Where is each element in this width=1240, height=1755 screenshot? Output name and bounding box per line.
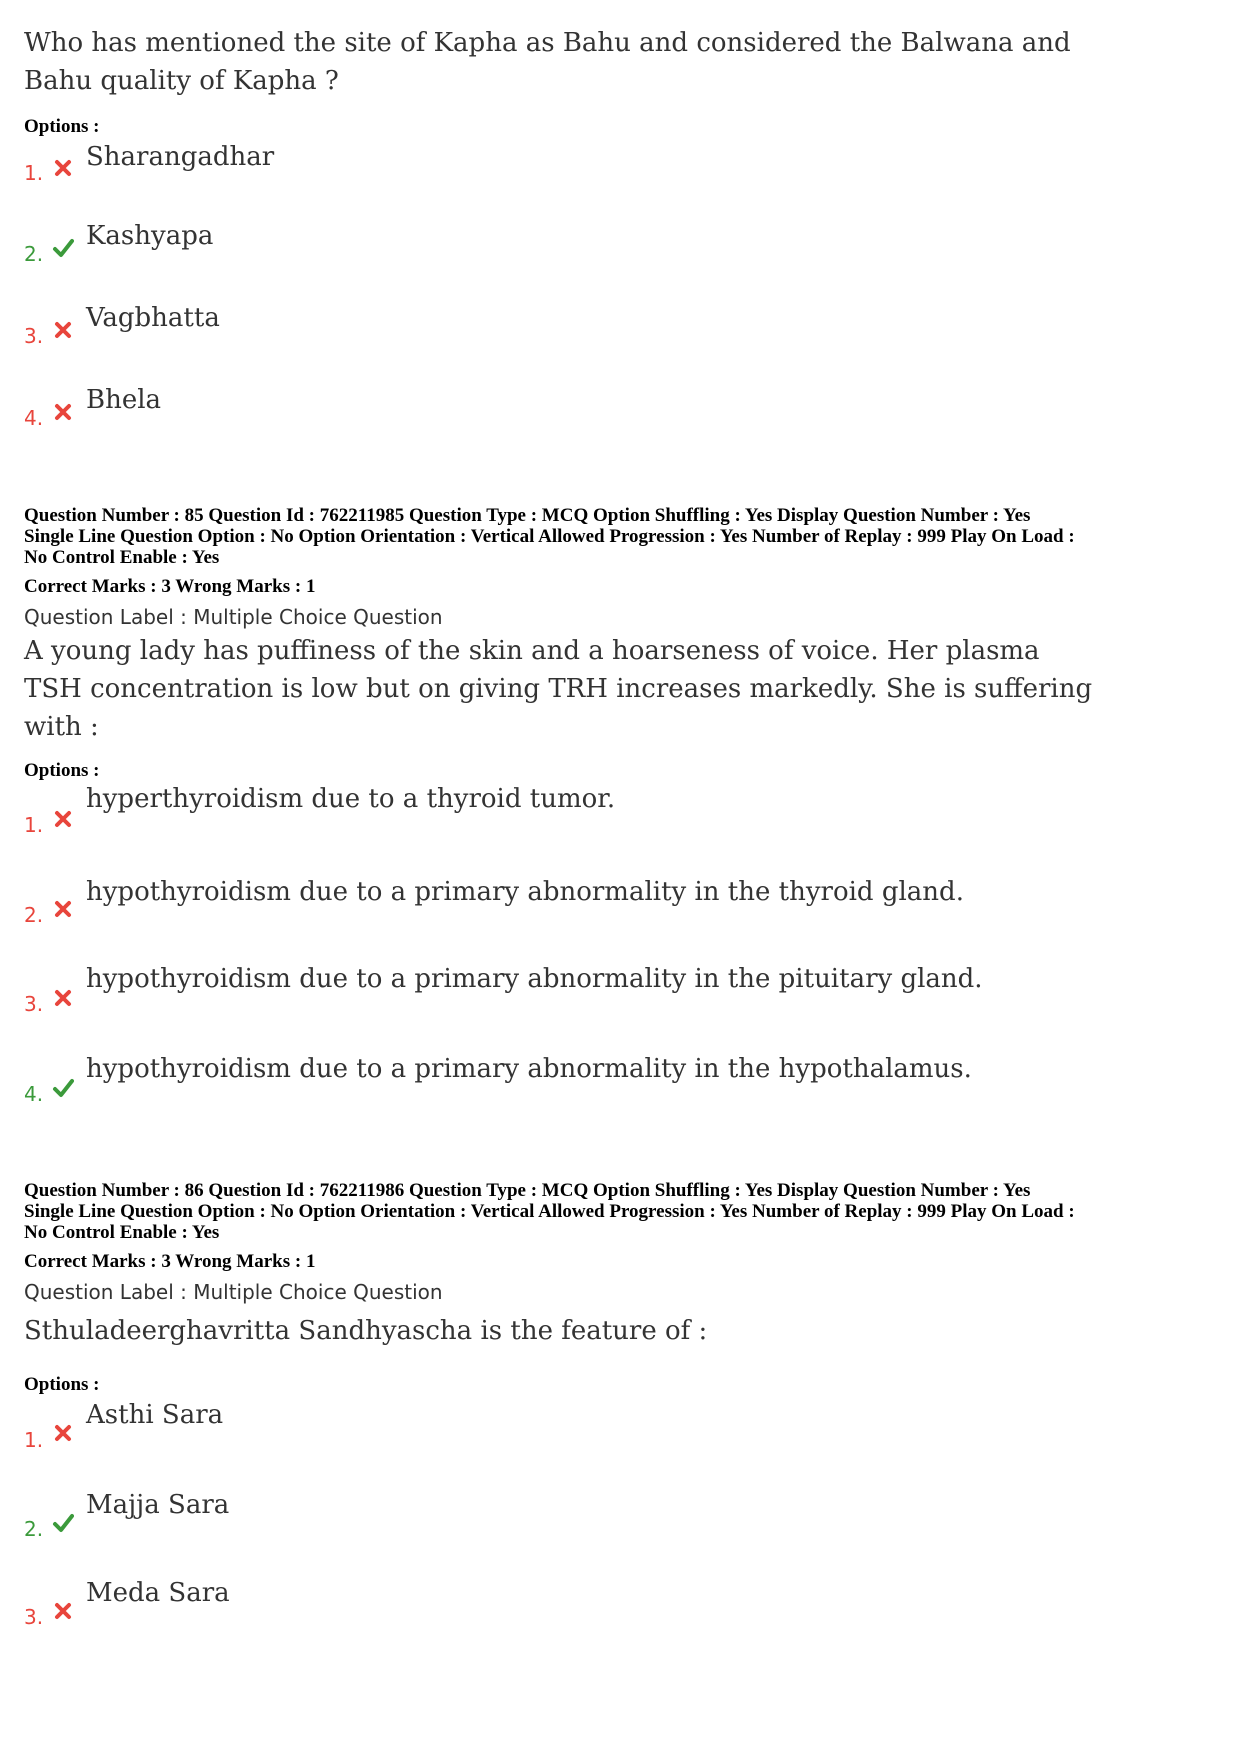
cross-icon bbox=[52, 1422, 74, 1444]
q86-question-line-1: Sthuladeerghavritta Sandhyascha is the feature of : bbox=[24, 1316, 708, 1346]
cross-icon bbox=[52, 157, 74, 179]
q86-option-1-number: 1. bbox=[24, 1428, 44, 1452]
q86-option-3-number: 3. bbox=[24, 1605, 44, 1629]
cross-icon bbox=[52, 319, 74, 341]
q85-option-4-text: hypothyroidism due to a primary abnormality in the hypothalamus. bbox=[86, 1054, 972, 1084]
q86-option-2-text: Majja Sara bbox=[86, 1490, 230, 1520]
q86-option-2-number: 2. bbox=[24, 1517, 44, 1541]
q84-option-3-number: 3. bbox=[24, 324, 44, 348]
q85-option-3-text: hypothyroidism due to a primary abnormality in the pituitary gland. bbox=[86, 964, 983, 994]
checkmark-icon bbox=[52, 1077, 74, 1099]
q84-option-3-text: Vagbhatta bbox=[86, 303, 220, 333]
q86-meta-line-3: No Control Enable : Yes bbox=[24, 1222, 220, 1243]
q85-meta-line-3: No Control Enable : Yes bbox=[24, 547, 220, 568]
q85-option-4-number: 4. bbox=[24, 1082, 44, 1106]
q86-meta-line-1: Question Number : 86 Question Id : 762211986 Question Type : MCQ Option Shuffling : Yes Display Question Number : Yes bbox=[24, 1180, 1031, 1201]
checkmark-icon bbox=[52, 1512, 74, 1534]
cross-icon bbox=[52, 808, 74, 830]
q85-option-2-number: 2. bbox=[24, 903, 44, 927]
q85-meta-line-1: Question Number : 85 Question Id : 762211985 Question Type : MCQ Option Shuffling : Yes Display Question Number : Yes bbox=[24, 505, 1031, 526]
q86-option-1-text: Asthi Sara bbox=[86, 1400, 224, 1430]
cross-icon bbox=[52, 401, 74, 423]
q85-question-line-3: with : bbox=[24, 712, 99, 742]
q84-option-4-text: Bhela bbox=[86, 385, 162, 415]
q85-options-heading: Options : bbox=[24, 760, 100, 781]
q85-meta-line-2: Single Line Question Option : No Option Orientation : Vertical Allowed Progression : Yes Number of Replay : 999 Play On Load : bbox=[24, 526, 1075, 547]
q84-option-1-number: 1. bbox=[24, 161, 44, 185]
q84-option-2-text: Kashyapa bbox=[86, 221, 214, 251]
q84-option-1-text: Sharangadhar bbox=[86, 142, 275, 172]
q84-option-4-number: 4. bbox=[24, 406, 44, 430]
q85-option-1-text: hyperthyroidism due to a thyroid tumor. bbox=[86, 784, 616, 814]
q85-option-2-text: hypothyroidism due to a primary abnormality in the thyroid gland. bbox=[86, 877, 964, 907]
q85-option-1-number: 1. bbox=[24, 813, 44, 837]
cross-icon bbox=[52, 898, 74, 920]
q84-question-line-1: Who has mentioned the site of Kapha as Bahu and considered the Balwana and bbox=[24, 28, 1071, 58]
q85-question-label: Question Label : Multiple Choice Question bbox=[24, 605, 443, 629]
checkmark-icon bbox=[52, 237, 74, 259]
q85-question-line-2: TSH concentration is low but on giving TRH increases markedly. She is suffering bbox=[24, 674, 1093, 704]
q86-question-label: Question Label : Multiple Choice Question bbox=[24, 1280, 443, 1304]
q86-meta-line-2: Single Line Question Option : No Option Orientation : Vertical Allowed Progression : Yes Number of Replay : 999 Play On Load : bbox=[24, 1201, 1075, 1222]
q84-question-line-2: Bahu quality of Kapha ? bbox=[24, 66, 339, 96]
cross-icon bbox=[52, 1600, 74, 1622]
q85-question-line-1: A young lady has puffiness of the skin and a hoarseness of voice. Her plasma bbox=[24, 636, 1040, 666]
q84-options-heading: Options : bbox=[24, 116, 100, 137]
q85-option-3-number: 3. bbox=[24, 992, 44, 1016]
q84-option-2-number: 2. bbox=[24, 242, 44, 266]
q86-option-3-text: Meda Sara bbox=[86, 1578, 230, 1608]
q85-marks: Correct Marks : 3 Wrong Marks : 1 bbox=[24, 576, 316, 597]
q86-options-heading: Options : bbox=[24, 1374, 100, 1395]
cross-icon bbox=[52, 987, 74, 1009]
q86-marks: Correct Marks : 3 Wrong Marks : 1 bbox=[24, 1251, 316, 1272]
